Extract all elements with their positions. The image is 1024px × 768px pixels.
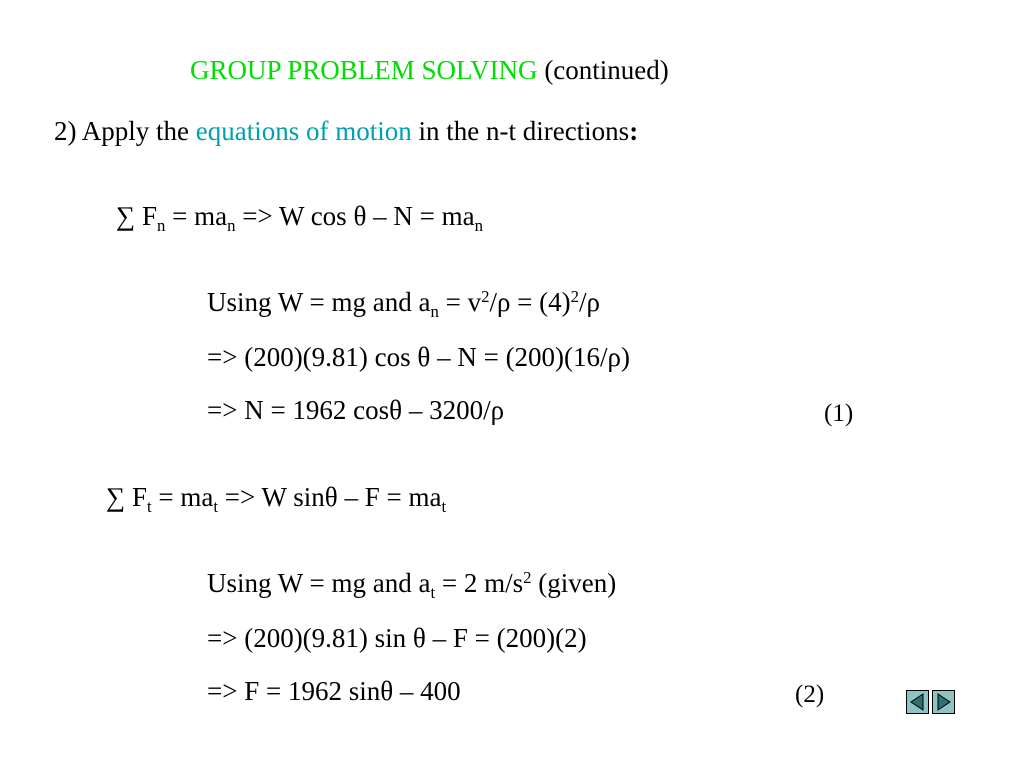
sup: 2 — [570, 286, 580, 306]
sup: 2 — [481, 286, 490, 306]
step-colon: : — [629, 116, 639, 146]
equation-number-1: (1) — [824, 400, 854, 427]
text: /ρ = (4) — [489, 287, 571, 317]
step-prefix: 2) Apply the — [54, 116, 196, 146]
sub: n — [430, 301, 439, 321]
sup: 2 — [523, 567, 532, 587]
next-slide-button[interactable] — [932, 690, 955, 714]
eq-mid: = ma — [165, 201, 228, 231]
sub: n — [474, 215, 483, 235]
eq-rhs: => W sinθ – F = ma — [218, 482, 442, 512]
equation-number-2: (2) — [795, 681, 825, 708]
sum-fn: ∑ F — [116, 201, 158, 231]
step-suffix: in the n-t directions — [411, 116, 630, 146]
equation-normal — [116, 201, 483, 235]
step-tangential-2: => F = 1962 sinθ – 400 — [207, 676, 461, 706]
triangle-left-icon — [907, 691, 928, 713]
text: /ρ — [579, 287, 600, 317]
sub: t — [147, 496, 152, 516]
using-normal — [207, 286, 600, 321]
sub: n — [157, 215, 166, 235]
text: = v — [438, 287, 482, 317]
sub: n — [227, 215, 236, 235]
eq-rhs: => W cos θ – N = ma — [235, 201, 475, 231]
step-heading — [54, 118, 638, 145]
text: = 2 m/s — [435, 568, 524, 598]
equation-tangential — [106, 482, 447, 516]
text: Using W = mg and a — [207, 287, 431, 317]
sub: t — [441, 496, 447, 516]
eq-mid: = ma — [151, 482, 214, 512]
step-tangential-1: => (200)(9.81) sin θ – F = (200)(2) — [207, 623, 587, 653]
using-tangential — [207, 567, 617, 602]
previous-slide-button[interactable] — [906, 690, 929, 714]
sub: t — [430, 582, 436, 602]
text: Using W = mg and a — [207, 568, 431, 598]
sub: t — [213, 496, 219, 516]
step-highlight: equations of motion — [195, 116, 412, 146]
slide-title — [190, 57, 669, 84]
step-normal-1: => (200)(9.81) cos θ – N = (200)(16/ρ) — [207, 342, 631, 372]
title-main: GROUP PROBLEM SOLVING — [190, 55, 538, 85]
text: (given) — [531, 568, 617, 598]
triangle-right-icon — [933, 691, 954, 713]
title-suffix: (continued) — [544, 55, 669, 85]
sum-ft: ∑ F — [106, 482, 148, 512]
step-normal-2: => N = 1962 cosθ – 3200/ρ — [207, 395, 505, 425]
